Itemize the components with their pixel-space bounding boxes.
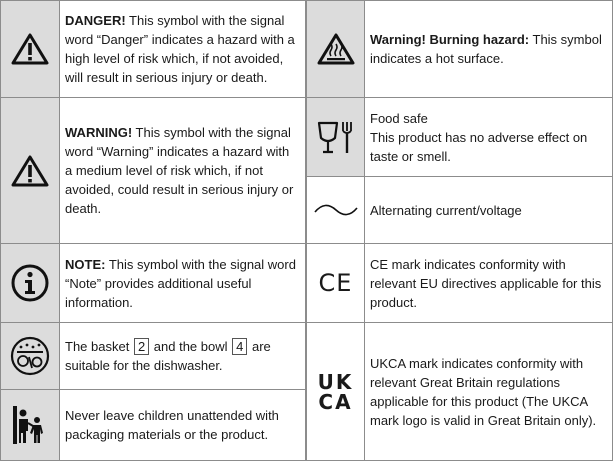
ukca-text-cell — [364, 323, 612, 460]
hot-surface-icon-cell — [307, 1, 364, 97]
danger-text-cell — [59, 1, 305, 97]
child-safety-description: Never leave children unattended with packaging materials or the product. — [65, 408, 279, 442]
ac-description: Alternating current/voltage — [370, 202, 522, 218]
bowl-part-number: 4 — [232, 338, 247, 355]
warning-icon-cell — [1, 98, 59, 243]
dishwasher-text-cell — [59, 323, 305, 389]
ce-icon-cell — [307, 244, 364, 322]
food-safe-title: Food safe — [370, 110, 428, 126]
ukca-description: UKCA mark indicates conformity with relevant Great Britain regulations applicable for this product (The UKCA mark logo is valid in Great Britain only). — [370, 355, 597, 428]
dishwasher-text-part: are suitable for the dishwasher. — [65, 339, 271, 373]
dishwasher-text-part: and the bowl — [150, 339, 232, 354]
warning-text-cell — [59, 98, 305, 243]
hot-surface-warning-icon — [317, 32, 355, 66]
hot-surface-description: This symbol indicates a hot surface. — [370, 32, 602, 66]
hot-surface-signal-word: Warning! Burning hazard: — [370, 32, 530, 47]
ukca-mark-icon — [317, 369, 354, 414]
warning-exclamation-triangle-icon — [11, 154, 49, 188]
danger-signal-word: DANGER! — [65, 13, 126, 28]
ce-mark-icon: CE — [318, 269, 353, 297]
alternating-current-icon — [313, 202, 359, 218]
food-safe-icon-cell — [307, 98, 364, 176]
hot-surface-text-cell — [364, 1, 612, 97]
child-safety-icon-cell — [1, 390, 59, 460]
warning-signal-word: WARNING! — [65, 125, 133, 140]
dishwasher-safe-icon — [9, 335, 51, 377]
ukca-logo-bottom: CA — [318, 389, 353, 414]
note-text-cell — [59, 244, 305, 322]
ac-icon-cell — [307, 177, 364, 243]
ukca-icon-cell — [307, 323, 364, 460]
note-signal-word: NOTE: — [65, 256, 106, 272]
information-icon — [10, 263, 50, 303]
food-safe-icon — [316, 118, 356, 156]
child-safety-icon — [10, 403, 50, 447]
ce-description: CE mark indicates conformity with relevant EU directives applicable for this product. — [370, 256, 602, 310]
dishwasher-text-part: The basket — [65, 339, 133, 354]
danger-exclamation-triangle-icon — [11, 32, 49, 66]
dishwasher-icon-cell — [1, 323, 59, 389]
danger-description: This symbol with the signal word “Danger” indicates a hazard with a high level of risk which, if not avoided, will result in serious injury or death. — [65, 13, 295, 85]
ac-text-cell — [364, 177, 612, 243]
warning-description: This symbol with the signal word “Warning” indicates a hazard with a medium level of risk which, if not avoided, could result in serious injury or death. — [65, 125, 294, 216]
food-safe-description: This product has no adverse effect on taste or smell. — [370, 129, 588, 164]
child-safety-text-cell — [59, 390, 305, 460]
ukca-logo-top: UK — [317, 369, 354, 394]
note-icon-cell — [1, 244, 59, 322]
ce-text-cell — [364, 244, 612, 322]
basket-part-number: 2 — [134, 338, 149, 355]
food-safe-text-cell — [364, 98, 612, 176]
danger-icon-cell — [1, 1, 59, 97]
note-description: This symbol with the signal word “Note” provides additional useful information. — [65, 256, 296, 310]
